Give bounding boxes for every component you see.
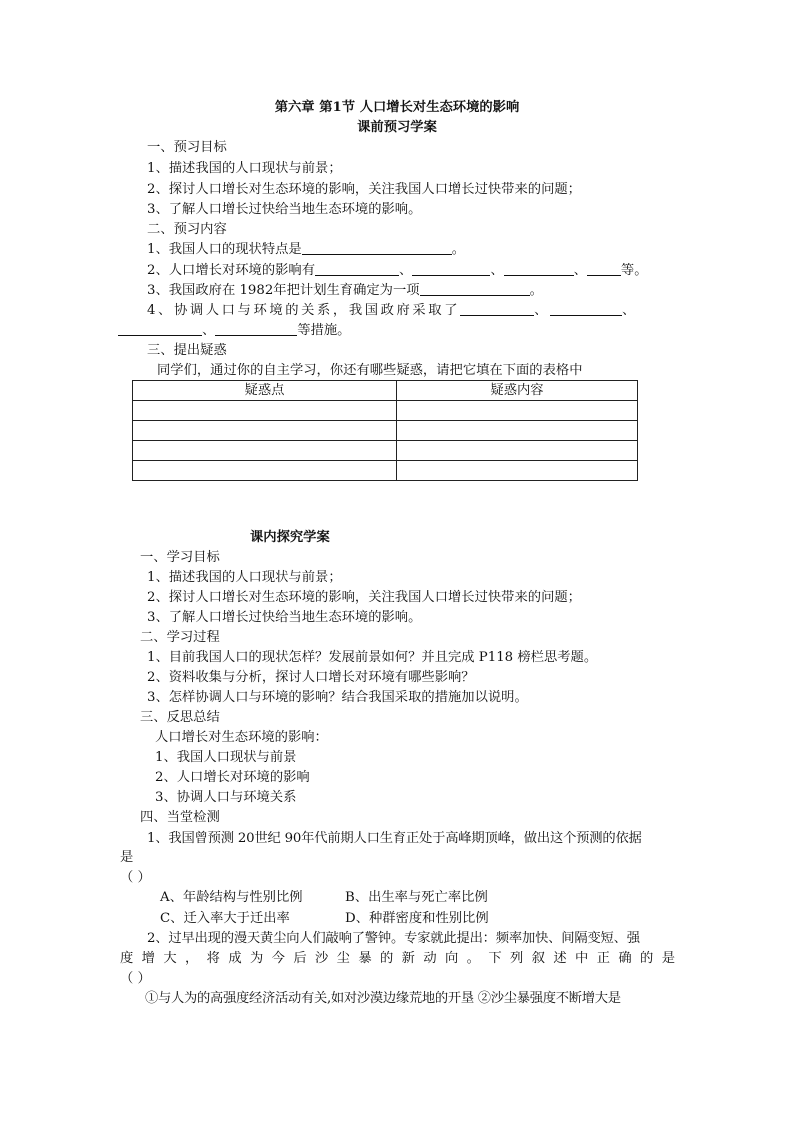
- inquiry-title: 课内探究学案: [250, 530, 330, 545]
- study-process-item: 3、怎样协调人口与环境的影响？结合我国采取的措施加以说明。: [147, 690, 528, 705]
- doubts-intro: 同学们，通过你的自主学习，你还有哪些疑惑，请把它填在下面的表格中: [157, 363, 583, 378]
- study-goal-item: 1、描述我国的人口现状与前景；: [147, 570, 342, 585]
- study-goal-item: 3、了解人口增长过快给当地生态环境的影响。: [147, 610, 422, 625]
- option-a[interactable]: A、年龄结构与性别比例: [160, 890, 303, 905]
- question-text: 3、我国政府在 1982年把计划生育确定为一项: [147, 283, 420, 298]
- chapter-title: 第六章 第1节 人口增长对生态环境的影响: [274, 100, 520, 115]
- fill-question-3: 3、我国政府在 1982年把计划生育确定为一项 。: [147, 283, 543, 298]
- answer-paren[interactable]: （ ）: [120, 870, 151, 885]
- table-row: [133, 401, 638, 421]
- study-process-item: 1、目前我国人口的现状怎样？发展前景如何？并且完成 P118 榜栏思考题。: [147, 650, 598, 665]
- study-process-heading: 二、学习过程: [140, 630, 220, 645]
- reflection-intro: 人口增长对生态环境的影响：: [155, 730, 328, 745]
- fill-question-4-continued: 、 等措施。: [118, 321, 350, 341]
- answer-blank[interactable]: [504, 261, 574, 276]
- table-header-row: [133, 381, 638, 401]
- test-heading: 四、当堂检测: [140, 810, 220, 825]
- preview-goal-item: 1、描述我国的人口现状与前景；: [147, 161, 342, 176]
- question-text: 1、我国人口的现状特点是: [147, 242, 302, 257]
- table-cell[interactable]: [397, 441, 638, 461]
- table-cell[interactable]: [397, 401, 638, 421]
- option-c[interactable]: C、迁入率大于迁出率: [160, 911, 290, 926]
- fill-question-2: 2、人口增长对环境的影响有 、 、 、 等。: [147, 263, 648, 278]
- reflection-item: 3、协调人口与环境关系: [155, 790, 297, 805]
- test-question-1-text: 1、我国曾预测 20世纪 90年代前期人口生育正处于高峰期顶峰，做出这个预测的依据: [147, 831, 642, 846]
- test-question-2-text: 度 增 大 ， 将 成 为 今 后 沙 尘 暴 的 新 动 向 。 下 列 叙 述 中 正 确 的 是: [120, 951, 675, 966]
- preview-goal-item: 3、了解人口增长过快给当地生态环境的影响。: [147, 202, 422, 217]
- answer-blank[interactable]: [420, 281, 530, 296]
- table-cell[interactable]: [397, 421, 638, 441]
- answer-paren[interactable]: （ ）: [120, 971, 151, 986]
- question-text: 4、协调人口与环境的关系，我国政府采取了: [147, 303, 461, 318]
- table-row: [133, 461, 638, 481]
- test-question-2-text: 2、过早出现的漫天黄尘向人们敲响了警钟。专家就此提出：频率加快、间隔变短、强: [147, 931, 640, 946]
- study-goals-heading: 一、学习目标: [140, 550, 220, 565]
- test-question-2-statement: ①与人为的高强度经济活动有关,如对沙漠边缘荒地的开垦 ②沙尘暴强度不断增大是: [145, 991, 621, 1006]
- option-b[interactable]: B、出生率与死亡率比例: [345, 890, 488, 905]
- table-row: [133, 441, 638, 461]
- table-row: [133, 421, 638, 441]
- fill-question-1: 1、我国人口的现状特点是 。: [147, 242, 466, 257]
- table-cell[interactable]: [133, 401, 397, 421]
- preview-content-heading: 二、预习内容: [147, 222, 227, 237]
- column-header: 疑惑点: [133, 381, 397, 401]
- reflection-item: 2、人口增长对环境的影响: [155, 770, 310, 785]
- answer-blank[interactable]: [412, 261, 490, 276]
- reflection-item: 1、我国人口现状与前景: [155, 750, 297, 765]
- reflection-heading: 三、反思总结: [140, 710, 220, 725]
- table-cell[interactable]: [133, 461, 397, 481]
- answer-blank[interactable]: [118, 321, 202, 336]
- study-process-item: 2、资料收集与分析，探讨人口增长对环境有哪些影响？: [147, 670, 475, 685]
- question-text: 2、人口增长对环境的影响有: [147, 263, 316, 278]
- answer-blank[interactable]: [460, 301, 534, 316]
- column-header: 疑惑内容: [397, 381, 638, 401]
- table-cell[interactable]: [397, 461, 638, 481]
- table-cell[interactable]: [133, 441, 397, 461]
- preview-goal-item: 2、探讨人口增长对生态环境的影响，关注我国人口增长过快带来的问题；: [147, 182, 581, 197]
- preview-title: 课前预习学案: [357, 120, 437, 135]
- answer-blank[interactable]: [315, 261, 399, 276]
- answer-blank[interactable]: [550, 301, 622, 316]
- test-question-1-text: 是: [120, 850, 134, 865]
- answer-blank[interactable]: [215, 321, 297, 336]
- preview-goals-heading: 一、预习目标: [147, 140, 227, 155]
- study-goal-item: 2、探讨人口增长对生态环境的影响，关注我国人口增长过快带来的问题；: [147, 590, 581, 605]
- answer-blank[interactable]: [587, 261, 621, 276]
- table-cell[interactable]: [133, 421, 397, 441]
- fill-question-4: 4、协调人口与环境的关系，我国政府采取了 、 、: [147, 303, 638, 318]
- answer-blank[interactable]: [302, 240, 452, 255]
- doubts-table: [132, 380, 638, 481]
- doubts-heading: 三、提出疑惑: [147, 343, 227, 358]
- option-d[interactable]: D、种群密度和性别比例: [345, 911, 489, 926]
